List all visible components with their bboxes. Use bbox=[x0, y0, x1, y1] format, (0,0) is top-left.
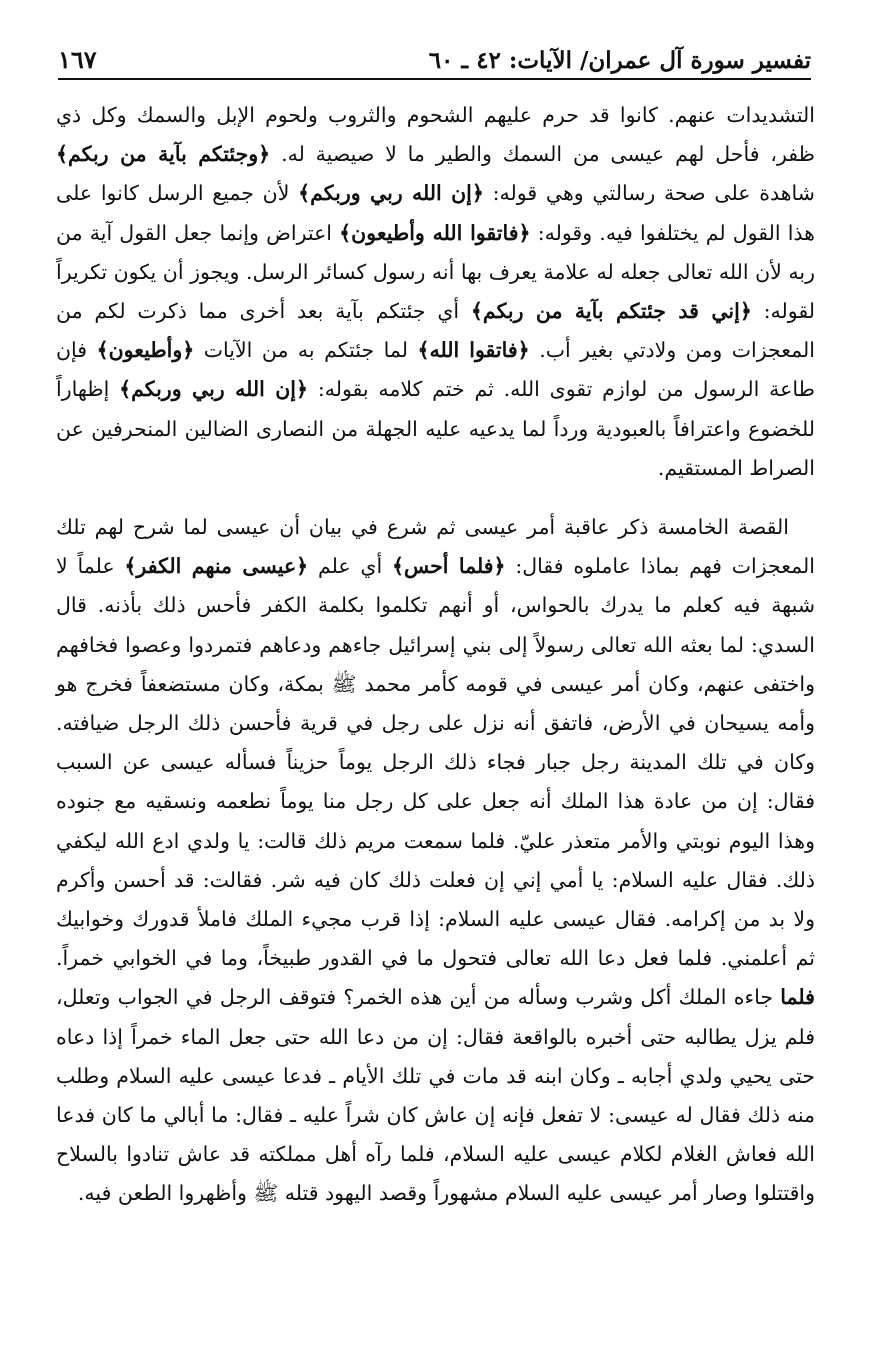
text-segment: فإن طاعة الرسول من لوازم تقوى الله. ثم ختم كلامه بقوله: bbox=[56, 338, 815, 402]
text-segment: شاهدة على صحة رسالتي وهي قوله: bbox=[492, 181, 815, 206]
text-segment: إظهاراً للخضوع واعترافاً بالعبودية ورداً لما يدعيه عليه الجهلة من النصارى الضالين المنحرفين عن الصراط المستقيم. bbox=[56, 377, 815, 480]
bold-lead-word: فلما bbox=[780, 985, 815, 1010]
text-segment: أي جئتكم بآية بعد أخرى مما ذكرت لكم من المعجزات ومن ولادتي بغير أب. bbox=[56, 299, 815, 363]
paragraph-1 bbox=[56, 96, 815, 488]
paragraph-2 bbox=[56, 508, 815, 1214]
quran-quote: ﴿إن الله ربي وربكم﴾ bbox=[119, 377, 309, 402]
quran-quote: ﴿فاتقوا الله﴾ bbox=[417, 338, 530, 363]
page-number: ١٦٧ bbox=[58, 45, 97, 74]
text-segment: جاءه الملك أكل وشرب وسأله من أين هذه الخمر؟ فتوقف الرجل في الجواب وتعلل، فلم يزل يطالبه حتى أخبره بالواقعة فقال: إن من دعا الله حتى جعل الماء خمراً إذا دعاه حتى يحيي ولدي أجابه ـ وكان ابنه قد مات في تلك الأيام ـ فدعا عيسى عليه السلام وطلب منه ذلك فقال له عيسى: لا تفعل فإنه إن عاش كان شراً عليه ـ فقال: ما أبالي ما كان فدعا الله فعاش الغلام لكلام عيسى عليه السلام، فلما رآه أهل مملكته قد عاش تنادوا بالسلاح واقتتلوا وصار أمر عيسى عليه السلام مشهوراً وقصد اليهود قتله ﷺ وأظهروا الطعن فيه. bbox=[56, 985, 815, 1206]
text-segment: لما جئتكم به من الآيات bbox=[203, 338, 408, 363]
quran-quote: ﴿إني قد جئتكم بآية من ربكم﴾ bbox=[470, 299, 752, 324]
quran-quote: ﴿عيسى منهم الكفر﴾ bbox=[124, 554, 309, 579]
page-header bbox=[58, 42, 811, 80]
body-text bbox=[56, 96, 815, 1214]
text-segment: أي علم bbox=[317, 554, 383, 579]
running-title: تفسير سورة آل عمران/ الآيات: ٤٢ ـ ٦٠ bbox=[428, 47, 811, 74]
text-segment: التشديدات عنهم. كانوا قد حرم عليهم الشحوم والثروب ولحوم الإبل والسمك وكل ذي ظفر، فأحل لهم عيسى من السمك والطير ما لا صيصية له. bbox=[56, 103, 815, 167]
text-segment: علماً لا شبهة فيه كعلم ما يدرك بالحواس، أو أنهم تكلموا بكلمة الكفر فأحس ذلك بأذنه. قال السدي: لما بعثه الله تعالى رسولاً إلى بني إسرائيل جاءهم ودعاهم فتمردوا وعصوا فخافهم واختفى عنهم، وكان أمر عيسى في قومه كأمر محمد ﷺ بمكة، وكان مستضعفاً فخرج هو وأمه يسيحان في الأرض، فاتفق أنه نزل على رجل في قرية فأحسن ذلك الرجل ضيافته. وكان في تلك المدينة رجل جبار فجاء ذلك الرجل يوماً حزيناً فسأله عيسى عن السبب فقال: إن من عادة هذا الملك أنه جعل على كل رجل منا يوماً نطعمه ونسقيه مع جنوده وهذا اليوم نوبتي والأمر متعذر عليّ. فلما سمعت مريم ذلك قالت: يا ولدي ادع الله ليكفي ذلك. فقال عليه السلام: يا أمي إني إن فعلت ذلك كان فيه شر. فقالت: قد أحسن وأكرم ولا بد من إكرامه. فقال عيسى عليه السلام: إذا قرب مجيء الملك فاملأ قدورك وخوابيك ثم أعلمني. فلما فعل دعا الله تعالى فتحول ما في القدور طبيخاً، وما في الخوابي خمراً. bbox=[56, 554, 815, 971]
quran-quote: ﴿إن الله ربي وربكم﴾ bbox=[298, 181, 484, 206]
quran-quote: ﴿فاتقوا الله وأطيعون﴾ bbox=[339, 220, 531, 245]
text-segment: لأن جميع الرسل كانوا على هذا القول لم يختلفوا فيه. وقوله: bbox=[56, 181, 815, 245]
quran-quote: ﴿وجئتكم بآية من ربكم﴾ bbox=[56, 142, 271, 167]
quran-quote: ﴿فلما أحس﴾ bbox=[391, 554, 506, 579]
text-segment: القصة الخامسة ذكر عاقبة أمر عيسى ثم شرع في بيان أن عيسى لما شرح لهم تلك المعجزات فهم بماذا عاملوه فقال: bbox=[56, 515, 815, 579]
text-segment: اعتراض وإنما جعل القول آية من ربه لأن الله تعالى جعله له علامة يعرف بها أنه رسول كسائر الرسل. ويجوز أن يكون تكريراً لقوله: bbox=[56, 220, 815, 324]
quran-quote: ﴿وأطيعون﴾ bbox=[96, 338, 195, 363]
